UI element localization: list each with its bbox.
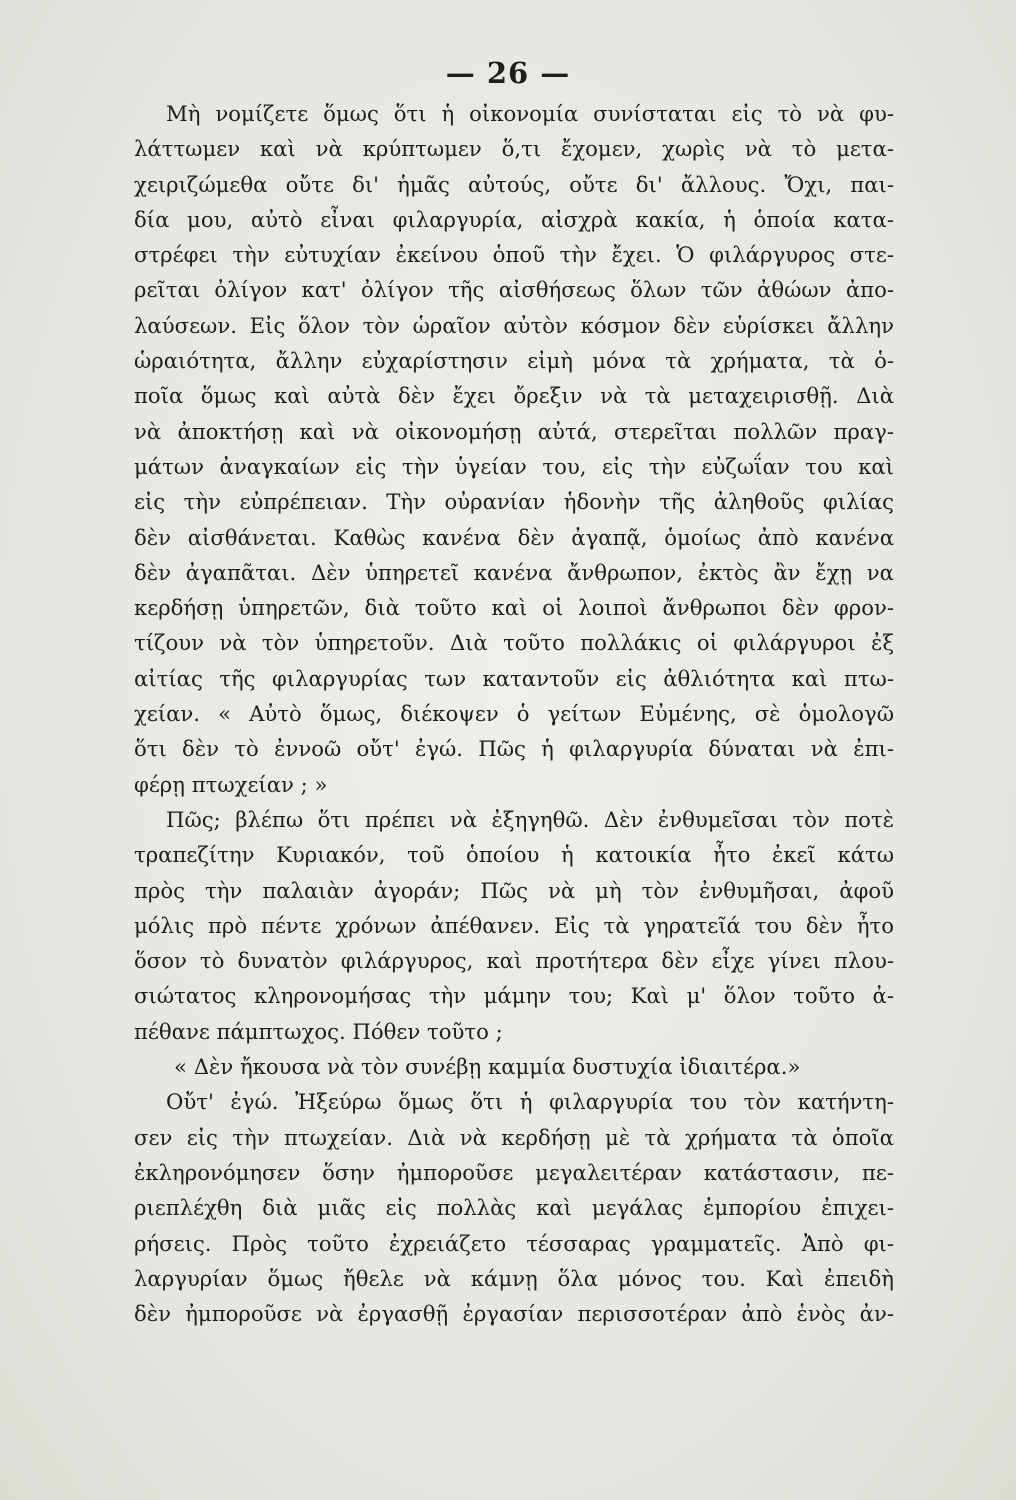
text-line: ρήσεις. Πρὸς τοῦτο ἐχρειάζετο τέσσαρας γραμματεῖς. Ἀπὸ φι- xyxy=(134,1230,894,1256)
text-line: λαύσεων. Εἰς ὅλον τὸν ὡραῖον αὐτὸν κόσμον δὲν εὑρίσκει ἄλλην xyxy=(134,312,894,338)
text-line: ριεπλέχθη διὰ μιᾶς εἰς πολλὰς καὶ μεγάλας ἐμπορίου ἐπιχει- xyxy=(134,1195,894,1221)
text-line: ὅσον τὸ δυνατὸν φιλάργυρος, καὶ προτήτερα δὲν εἶχε γίνει πλου- xyxy=(134,948,894,974)
text-line: Πῶς; βλέπω ὅτι πρέπει νὰ ἐξηγηθῶ. Δὲν ἐνθυμεῖσαι τὸν ποτὲ xyxy=(166,806,894,832)
text-line: φέρῃ πτωχείαν ; » xyxy=(134,771,328,797)
text-line: ὅτι δὲν τὸ ἐννοῶ οὔτ' ἐγώ. Πῶς ἡ φιλαργυρία δύναται νὰ ἐπι- xyxy=(134,736,894,762)
text-line: αἰτίας τῆς φιλαργυρίας των καταντοῦν εἰς ἀθλιότητα καὶ πτω- xyxy=(134,665,894,691)
body-text xyxy=(134,96,894,1331)
text-line: τραπεζίτην Κυριακόν, τοῦ ὁποίου ἡ κατοικία ἦτο ἐκεῖ κάτω xyxy=(134,842,894,868)
text-line: χείαν. « Αὐτὸ ὅμως, διέκοψεν ὁ γείτων Εὐμένης, σὲ ὁμολογῶ xyxy=(134,701,894,727)
text-line: σεν εἰς τὴν πτωχείαν. Διὰ νὰ κερδήσῃ μὲ τὰ χρήματα τὰ ὁποῖα xyxy=(134,1124,894,1150)
text-line: ποῖα ὅμως καὶ αὐτὰ δὲν ἔχει ὄρεξιν νὰ τὰ μεταχειρισθῇ. Διὰ xyxy=(134,383,894,409)
text-line: ρεῖται ὀλίγον κατ' ὀλίγον τῆς αἰσθήσεως ὅλων τῶν ἀθώων ἀπο- xyxy=(134,277,894,303)
text-line: ἐκληρονόμησεν ὅσην ἠμποροῦσε μεγαλειτέραν κατάστασιν, πε- xyxy=(134,1159,894,1185)
text-line: εἰς τὴν εὐπρέπειαν. Τὴν οὐρανίαν ἡδονὴν τῆς ἀληθοῦς φιλίας xyxy=(134,489,894,515)
text-line: δὲν ἠμποροῦσε νὰ ἐργασθῇ ἐργασίαν περισσοτέραν ἀπὸ ἑνὸς ἀν- xyxy=(134,1301,894,1327)
text-line: πέθανε πάμπτωχος. Πόθεν τοῦτο ; xyxy=(134,1018,503,1044)
text-line: λάττωμεν καὶ νὰ κρύπτωμεν ὅ,τι ἔχομεν, χωρὶς νὰ τὸ μετα- xyxy=(134,136,894,162)
text-line: ὡραιότητα, ἄλλην εὐχαρίστησιν εἰμὴ μόνα τὰ χρήματα, τὰ ὁ- xyxy=(134,348,894,374)
page-number: — 26 — xyxy=(445,56,571,90)
text-line: δὲν ἀγαπᾶται. Δὲν ὑπηρετεῖ κανένα ἄνθρωπον, ἐκτὸς ἂν ἔχῃ να xyxy=(134,559,894,585)
text-line: « Δὲν ἤκουσα νὰ τὸν συνέβῃ καμμία δυστυχία ἰδιαιτέρα.» xyxy=(174,1054,801,1080)
text-line: δὲν αἰσθάνεται. Καθὼς κανένα δὲν ἀγαπᾷ, ὁμοίως ἀπὸ κανένα xyxy=(134,524,894,550)
text-line: στρέφει τὴν εὐτυχίαν ἐκείνου ὁποῦ τὴν ἔχει. Ὁ φιλάργυρος στε- xyxy=(134,242,894,268)
text-line: δία μου, αὐτὸ εἶναι φιλαργυρία, αἰσχρὰ κακία, ἡ ὁποία κατα- xyxy=(134,206,894,232)
text-line: λαργυρίαν ὅμως ἤθελε νὰ κάμνῃ ὅλα μόνος του. Καὶ ἐπειδὴ xyxy=(134,1265,894,1291)
text-line: Μὴ νομίζετε ὅμως ὅτι ἡ οἰκονομία συνίσταται εἰς τὸ νὰ φυ- xyxy=(166,101,894,126)
text-line: σιώτατος κληρονομήσας τὴν μάμην του; Καὶ μ' ὅλον τοῦτο ἀ- xyxy=(134,983,894,1009)
text-line: κερδήσῃ ὑπηρετῶν, διὰ τοῦτο καὶ οἱ λοιποὶ ἄνθρωποι δὲν φρον- xyxy=(134,595,894,621)
text-line: νὰ ἀποκτήσῃ καὶ νὰ οἰκονομήσῃ αὐτά, στερεῖται πολλῶν πραγ- xyxy=(134,418,894,444)
text-line: Οὔτ' ἐγώ. Ἠξεύρω ὅμως ὅτι ἡ φιλαργυρία του τὸν κατήντη- xyxy=(166,1089,894,1115)
text-line: χειριζώμεθα οὔτε δι' ἡμᾶς αὐτούς, οὔτε δι' ἄλλους. Ὄχι, παι- xyxy=(134,171,894,197)
text-line: μόλις πρὸ πέντε χρόνων ἀπέθανεν. Εἰς τὰ γηρατεῖά του δὲν ἦτο xyxy=(134,912,894,938)
text-line: μάτων ἀναγκαίων εἰς τὴν ὑγείαν του, εἰς τὴν εὐζωΐαν του καὶ xyxy=(134,453,894,479)
text-line: πρὸς τὴν παλαιὰν ἀγοράν; Πῶς νὰ μὴ τὸν ἐνθυμῆσαι, ἀφοῦ xyxy=(134,877,894,903)
text-line: τίζουν νὰ τὸν ὑπηρετοῦν. Διὰ τοῦτο πολλάκις οἱ φιλάργυροι ἐξ xyxy=(134,630,894,656)
